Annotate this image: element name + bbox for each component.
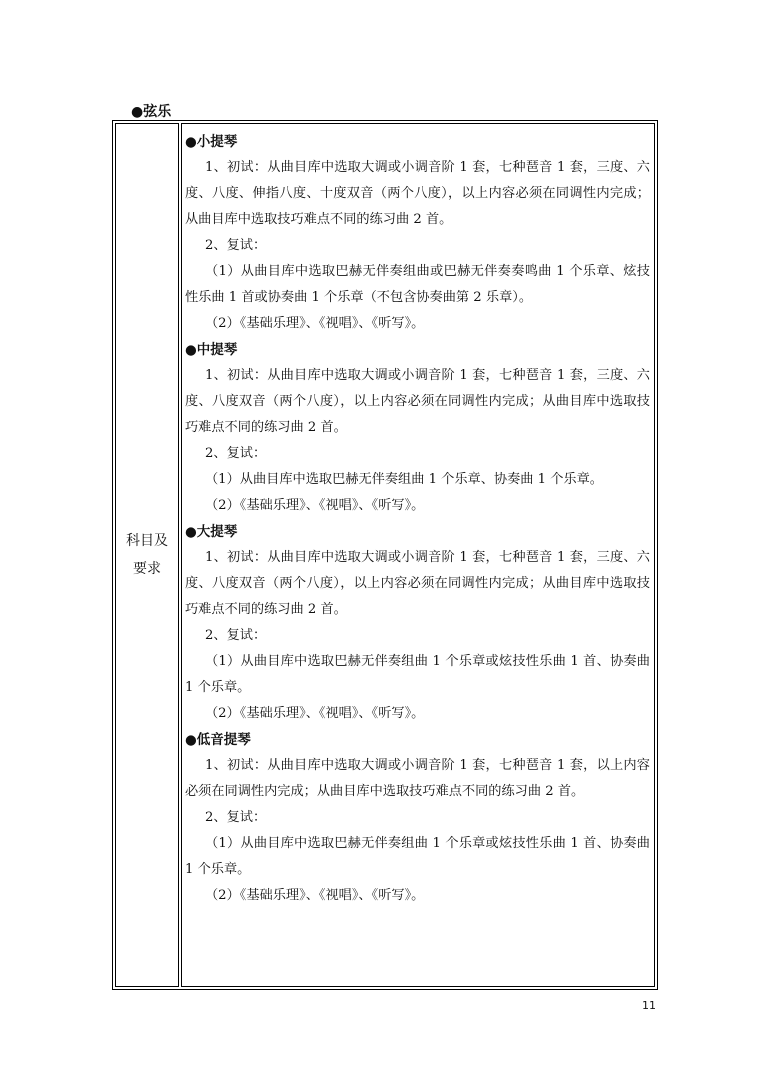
section-heading: ●弦乐 [131,104,172,120]
content-cell [181,123,655,987]
paragraph: 2、复试： [205,628,267,643]
paragraph: （2）《基础乐理》、《视唱》、《听写》。 [205,316,425,331]
paragraph: （1）从曲目库中选取巴赫无伴奏组曲 1 个乐章或炫技性乐曲 1 首、协奏曲 1 个乐章。 [185,836,650,877]
instrument-title: ●低音提琴 [185,732,251,748]
instrument-block-cello [185,519,650,727]
instrument-title: ●大提琴 [185,524,238,540]
paragraph: （2）《基础乐理》、《视唱》、《听写》。 [205,706,425,721]
paragraph: （1）从曲目库中选取巴赫无伴奏组曲或巴赫无伴奏奏鸣曲 1 个乐章、炫技性乐曲 1 首或协奏曲 1 个乐章（不包含协奏曲第 2 乐章）。 [185,264,650,305]
paragraph: （2）《基础乐理》、《视唱》、《听写》。 [205,498,425,513]
label-cell [115,123,179,987]
paragraph: 2、复试： [205,238,267,253]
paragraph: （1）从曲目库中选取巴赫无伴奏组曲 1 个乐章、协奏曲 1 个乐章。 [205,472,603,487]
paragraph: （2）《基础乐理》、《视唱》、《听写》。 [205,888,425,903]
label-line-2: 要求 [133,561,161,577]
paragraph: 2、复试： [205,810,267,825]
instrument-block-violin [185,129,650,337]
paragraph: 1、初试：从曲目库中选取大调或小调音阶 1 套，七种琶音 1 套，三度、六度、八度双音（两个八度），以上内容必须在同调性内完成；从曲目库中选取技巧难点不同的练习曲 2 首。 [185,368,650,435]
paragraph: 1、初试：从曲目库中选取大调或小调音阶 1 套，七种琶音 1 套，三度、六度、八度、伸指八度、十度双音（两个八度），以上内容必须在同调性内完成；从曲目库中选取技巧难点不同的练习曲 2 首。 [185,160,650,227]
instrument-block-double-bass [185,727,650,909]
content-body [185,129,650,909]
instrument-title: ●中提琴 [185,342,238,358]
instrument-block-viola [185,337,650,519]
paragraph: 1、初试：从曲目库中选取大调或小调音阶 1 套，七种琶音 1 套，三度、六度、八度双音（两个八度），以上内容必须在同调性内完成；从曲目库中选取技巧难点不同的练习曲 2 首。 [185,550,650,617]
paragraph: 2、复试： [205,446,267,461]
requirements-table [112,120,658,990]
paragraph: （1）从曲目库中选取巴赫无伴奏组曲 1 个乐章或炫技性乐曲 1 首、协奏曲 1 个乐章。 [185,654,650,695]
page-number: 11 [642,999,656,1012]
paragraph: 1、初试：从曲目库中选取大调或小调音阶 1 套，七种琶音 1 套，以上内容必须在同调性内完成；从曲目库中选取技巧难点不同的练习曲 2 首。 [185,758,650,799]
instrument-title: ●小提琴 [185,134,238,150]
label-line-1: 科目及 [126,533,168,549]
